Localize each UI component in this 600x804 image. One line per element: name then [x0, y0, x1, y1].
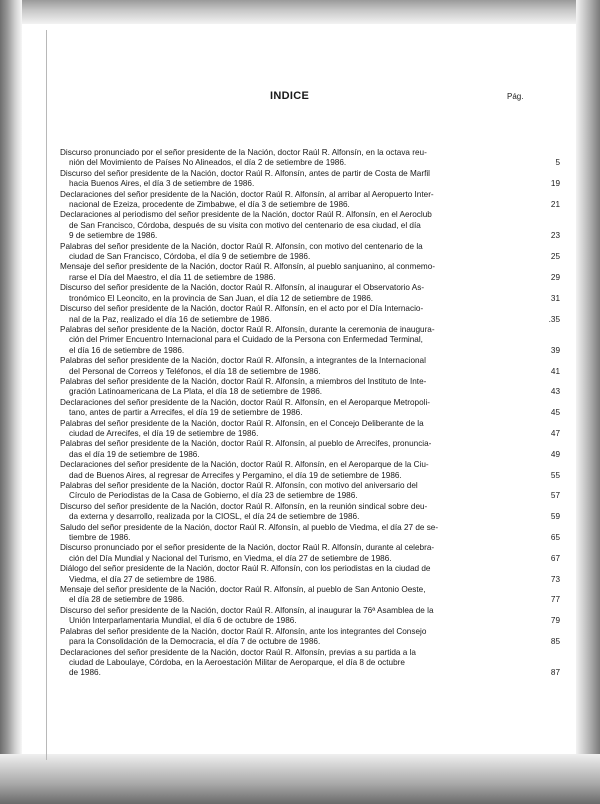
- index-entry: [60, 523, 560, 544]
- scan-shadow-top: [0, 0, 600, 24]
- index-entry: [60, 283, 560, 304]
- index-entry-line: ción del Día Mundial y Nacional del Turismo, en Viedma, el día 27 de setiembre de 1986.: [69, 553, 392, 563]
- index-entry-line: Discurso del señor presidente de la Nación, doctor Raúl R. Alfonsín, al inaugurar la 76ª Asamblea de la: [60, 605, 434, 615]
- index-entry-line: Declaraciones del señor presidente de la Nación, doctor Raúl R. Alfonsín, al arribar al Aeropuerto Inter-: [60, 189, 434, 199]
- index-entry-line: Palabras del señor presidente de la Nación, doctor Raúl R. Alfonsín, durante la ceremonia de inaugura-: [60, 324, 435, 334]
- index-entry-page-number: 47: [550, 428, 560, 438]
- index-entry-line: Palabras del señor presidente de la Nación, doctor Raúl R. Alfonsín, con motivo del aniversario del: [60, 481, 418, 490]
- index-entry: [60, 190, 560, 211]
- index-entry-line: Mensaje del señor presidente de la Nación, doctor Raúl R. Alfonsín, al pueblo de San Antonio Oeste,: [60, 585, 426, 595]
- index-entry-line: de San Francisco, Córdoba, después de su visita con motivo del centenario de esa ciudad, el día: [69, 220, 421, 230]
- index-entry-text: [60, 648, 478, 679]
- index-entry-text: [60, 283, 478, 304]
- index-entry-text: [60, 439, 478, 460]
- index-entry-page-number: 55: [550, 470, 560, 480]
- page-title: INDICE: [270, 90, 310, 102]
- index-entry-line: Palabras del señor presidente de la Nación, doctor Raúl R. Alfonsín, al pueblo de Arrecifes, pronuncia-: [60, 439, 432, 449]
- index-entry-line: das el día 19 de setiembre de 1986.: [69, 449, 200, 459]
- index-entry-text: [60, 325, 478, 356]
- index-entry-page-number: 21: [550, 200, 560, 210]
- index-entry-line: Palabras del señor presidente de la Nación, doctor Raúl R. Alfonsín, a integrantes de la Internacional: [60, 356, 426, 366]
- index-entry-line: el día 28 de setiembre de 1986.: [69, 595, 185, 605]
- index-entry-line: Discurso pronunciado por el señor presidente de la Nación, doctor Raúl R. Alfonsín, durante al celebra-: [60, 543, 435, 553]
- index-entry-line: tronómico El Leoncito, en la provincia de San Juan, el día 12 de setiembre de 1986.: [69, 293, 374, 303]
- index-entry-line: Viedma, el día 27 de setiembre de 1986.: [69, 574, 217, 584]
- index-entry: [60, 325, 560, 356]
- index-entry-line: Unión Interparlamentaria Mundial, el día 6 de octubre de 1986.: [69, 616, 297, 626]
- index-entry-page-number: 43: [550, 387, 560, 397]
- index-entry-text: [60, 419, 478, 440]
- index-entry-line: tano, antes de partir a Arrecifes, el día 19 de setiembre de 1986.: [69, 408, 303, 418]
- index-entry-line: Discurso pronunciado por el señor presidente de la Nación, doctor Raúl R. Alfonsín, en la octava reu-: [60, 148, 427, 157]
- page-column-label: Pág.: [507, 92, 524, 101]
- index-entry-line: Palabras del señor presidente de la Nación, doctor Raúl R. Alfonsín, ante los integrantes del Consejo: [60, 626, 427, 636]
- index-entry-text: [60, 169, 478, 190]
- index-entry-page-number: 59: [550, 512, 560, 522]
- index-entry: [60, 169, 560, 190]
- index-entry-text: [60, 242, 478, 263]
- index-entry-line: del Personal de Correos y Teléfonos, el día 18 de setiembre de 1986.: [69, 366, 321, 376]
- index-entry-line: ciudad de Laboulaye, Córdoba, en la Aeroestación Militar de Aeroparque, el día 8 de octubre: [69, 657, 405, 667]
- index-entry-line: Mensaje del señor presidente de la Nación, doctor Raúl R. Alfonsín, al pueblo sanjuanino, al conmemo-: [60, 262, 436, 272]
- index-entry: [60, 585, 560, 606]
- index-entry: [60, 377, 560, 398]
- index-entry-page-number: 31: [550, 293, 560, 303]
- index-entry: [60, 481, 560, 502]
- index-entry-line: Diálogo del señor presidente de la Nación, doctor Raúl R. Alfonsín, con los periodistas en la ciudad de: [60, 564, 431, 574]
- index-entry: [60, 210, 560, 241]
- index-entry: [60, 148, 560, 169]
- index-entry-line: Palabras del señor presidente de la Nación, doctor Raúl R. Alfonsín, en el Concejo Deliberante de la: [60, 418, 424, 428]
- index-entry-page-number: 79: [550, 616, 560, 626]
- index-entry-line: nacional de Ezeiza, procedente de Zimbabwe, el día 3 de setiembre de 1986.: [69, 200, 350, 210]
- index-entry-line: ción del Primer Encuentro Internacional para el Cuidado de la Persona con Enfermedad Terminal,: [69, 335, 423, 345]
- index-entry-text: [60, 356, 478, 377]
- index-entry: [60, 398, 560, 419]
- index-entry-line: Discurso del señor presidente de la Nación, doctor Raúl R. Alfonsín, antes de partir de Costa de Marfil: [60, 168, 430, 178]
- index-entry-line: Círculo de Periodistas de la Casa de Gobierno, el día 23 de setiembre de 1986.: [69, 491, 358, 501]
- index-entry-text: [60, 606, 478, 627]
- index-entry-line: 9 de setiembre de 1986.: [69, 231, 158, 241]
- index-entry-line: dad de Buenos Aires, al regresar de Arrecifes y Pergamino, el día 19 de setiembre de 1986.: [69, 470, 402, 480]
- index-entry-page-number: 73: [550, 574, 560, 584]
- index-entry: [60, 356, 560, 377]
- index-entry-page-number: 49: [550, 449, 560, 459]
- index-entry-text: [60, 460, 478, 481]
- index-entry-page-number: 19: [550, 179, 560, 189]
- index-entry-page-number: 29: [550, 272, 560, 282]
- index-entry-line: Declaraciones al periodismo del señor presidente de la Nación, doctor Raúl R. Alfonsín, en el Aeroclub: [60, 210, 432, 220]
- index-entry-text: [60, 190, 478, 211]
- index-entry: [60, 460, 560, 481]
- index-entry-page-number: 45: [550, 408, 560, 418]
- index-entry-line: Discurso del señor presidente de la Nación, doctor Raúl R. Alfonsín, al inaugurar el Observatorio As-: [60, 283, 425, 293]
- index-entry: [60, 648, 560, 679]
- index-entry-line: nal de la Paz, realizado el día 16 de setiembre de 1986.: [69, 314, 272, 324]
- index-entry-line: Saludo del señor presidente de la Nación, doctor Raúl R. Alfonsín, al pueblo de Viedma, el día 27 de se-: [60, 522, 439, 532]
- index-entry-line: rarse el Día del Maestro, el día 11 de setiembre de 1986.: [69, 272, 276, 282]
- index-entry: [60, 502, 560, 523]
- index-entry-line: Declaraciones del señor presidente de la Nación, doctor Raúl R. Alfonsín, previas a su partida a la: [60, 647, 416, 657]
- index-entry-page-number: 23: [550, 231, 560, 241]
- index-entry-text: [60, 502, 478, 523]
- index-entry-page-number: 87: [550, 668, 560, 678]
- index-entry: [60, 242, 560, 263]
- index-entry-line: de 1986.: [69, 668, 101, 678]
- index-entry-page-number: 67: [550, 553, 560, 563]
- index-entry-line: Declaraciones del señor presidente de la Nación, doctor Raúl R. Alfonsín, en el Aeroparque de la Ciu-: [60, 460, 429, 470]
- index-entry-line: Declaraciones del señor presidente de la Nación, doctor Raúl R. Alfonsín, en el Aeroparque Metropoli-: [60, 397, 431, 407]
- index-entry-line: nión del Movimiento de Países No Alineados, el día 2 de setiembre de 1986.: [69, 158, 347, 168]
- index-entry-line: gración Latinoamericana de La Plata, el día 18 de setiembre de 1986.: [69, 387, 323, 397]
- index-entry: [60, 543, 560, 564]
- index-entry-page-number: .35: [548, 314, 560, 324]
- index-entry-text: [60, 398, 478, 419]
- index-entry-page-number: 65: [550, 533, 560, 543]
- scan-shadow-left: [0, 0, 22, 804]
- index-entry-page-number: 5: [555, 158, 560, 168]
- index-entry-line: ciudad de San Francisco, Córdoba, el día 9 de setiembre de 1986.: [69, 252, 311, 262]
- index-entry-line: Palabras del señor presidente de la Nación, doctor Raúl R. Alfonsín, con motivo del centenario de la: [60, 241, 423, 251]
- index-entry-text: [60, 262, 478, 283]
- index-entry-line: hacia Buenos Aires, el día 3 de setiembre de 1986.: [69, 179, 255, 189]
- index-entry-text: [60, 377, 478, 398]
- index-entry: [60, 439, 560, 460]
- index-entry-text: [60, 627, 478, 648]
- index-entry: [60, 564, 560, 585]
- index-entry-text: [60, 481, 478, 502]
- index-entry-line: Discurso del señor presidente de la Nación, doctor Raúl R. Alfonsín, en la reunión sindical sobre deu-: [60, 501, 428, 511]
- index-entry-text: [60, 148, 478, 169]
- index-entry: [60, 262, 560, 283]
- index-entry-text: [60, 543, 478, 564]
- index-entry-text: [60, 564, 478, 585]
- index-entry-page-number: 85: [550, 637, 560, 647]
- index-entry: [60, 606, 560, 627]
- index-entry-line: Discurso del señor presidente de la Nación, doctor Raúl R. Alfonsín, en el acto por el Día Internacio-: [60, 304, 424, 314]
- index-entry: [60, 627, 560, 648]
- index-entry-text: [60, 523, 478, 544]
- index-entry-page-number: 25: [550, 252, 560, 262]
- index-entry-text: [60, 585, 478, 606]
- index-entry-text: [60, 210, 478, 241]
- index-entry-line: el día 16 de setiembre de 1986.: [69, 345, 185, 355]
- scan-shadow-right: [576, 0, 600, 804]
- index-entries: [60, 148, 560, 679]
- page-fold-line: [46, 30, 47, 760]
- scan-shadow-bottom: [0, 754, 600, 804]
- index-entry: [60, 419, 560, 440]
- index-entry-line: tiembre de 1986.: [69, 533, 131, 543]
- index-entry-line: ciudad de Arrecifes, el día 19 de setiembre de 1986.: [69, 428, 259, 438]
- index-entry-page-number: 39: [550, 345, 560, 355]
- index-entry-line: Palabras del señor presidente de la Nación, doctor Raúl R. Alfonsín, a miembros del Instituto de Inte-: [60, 376, 427, 386]
- index-entry-page-number: 57: [550, 491, 560, 501]
- index-entry-page-number: 77: [550, 595, 560, 605]
- index-entry-page-number: 41: [550, 366, 560, 376]
- index-entry-line: para la Consolidación de la Democracia, el día 7 de octubre de 1986.: [69, 637, 321, 647]
- index-entry: [60, 304, 560, 325]
- index-entry-text: [60, 304, 478, 325]
- index-entry-line: da externa y desarrollo, realizada por la CIOSL, el día 24 de setiembre de 1986.: [69, 512, 360, 522]
